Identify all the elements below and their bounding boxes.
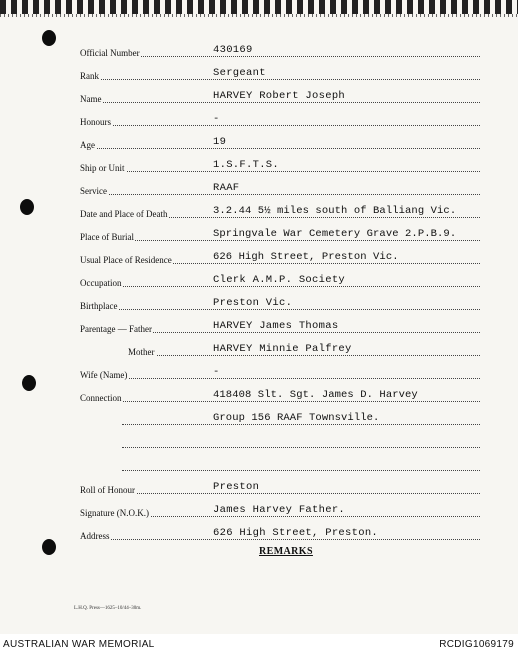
blank-line — [80, 456, 480, 472]
field-label: Date and Place of Death — [80, 209, 168, 219]
field-value: - — [213, 113, 220, 125]
field-value: 418408 Slt. Sgt. James D. Harvey — [213, 389, 418, 401]
field-wife — [80, 364, 480, 380]
field-value: Springvale War Cemetery Grave 2.P.B.9. — [213, 228, 457, 240]
field-label: Signature (N.O.K.) — [80, 508, 149, 518]
field-parentage-father — [80, 318, 480, 334]
field-value: Preston Vic. — [213, 297, 293, 309]
field-value: 19 — [213, 136, 227, 148]
field-usual-residence — [80, 249, 480, 265]
field-value: HARVEY Robert Joseph — [213, 90, 346, 102]
field-value: RAAF — [213, 182, 240, 194]
field-value: James Harvey Father. — [213, 504, 346, 516]
archive-reference: RCDIG1069179 — [439, 639, 514, 650]
field-label: Usual Place of Residence — [80, 255, 172, 265]
remarks-heading: REMARKS — [259, 546, 313, 557]
field-address — [80, 525, 480, 541]
archive-name: AUSTRALIAN WAR MEMORIAL — [3, 639, 155, 650]
field-label: Roll of Honour — [80, 485, 135, 495]
field-value: Group 156 RAAF Townsville. — [213, 412, 380, 424]
field-label: Connection — [80, 393, 122, 403]
field-roll-of-honour — [80, 479, 480, 495]
field-parentage-mother — [80, 341, 480, 357]
field-label: Occupation — [80, 278, 122, 288]
field-label: Wife (Name) — [80, 370, 128, 380]
field-value: Clerk A.M.P. Society — [213, 274, 346, 286]
field-connection — [80, 387, 480, 403]
field-signature — [80, 502, 480, 518]
field-value: 1.S.F.T.S. — [213, 159, 280, 171]
punch-hole-icon — [42, 30, 56, 46]
field-label: Honours — [80, 117, 111, 127]
field-value: 626 High Street, Preston. — [213, 527, 379, 539]
field-label: Mother — [128, 347, 155, 357]
field-label: Parentage — Father — [80, 324, 152, 334]
field-value: HARVEY James Thomas — [213, 320, 339, 332]
blank-line — [80, 433, 480, 449]
field-connection-continued — [80, 410, 480, 426]
field-value: Sergeant — [213, 67, 266, 79]
field-value: Preston — [213, 481, 260, 493]
field-ship-or-unit — [80, 157, 480, 173]
field-age — [80, 134, 480, 150]
field-place-of-burial — [80, 226, 480, 242]
field-label: Name — [80, 94, 102, 104]
field-label: Birthplace — [80, 301, 118, 311]
field-honours — [80, 111, 480, 127]
field-label: Place of Burial — [80, 232, 134, 242]
field-label: Age — [80, 140, 95, 150]
field-label: Ship or Unit — [80, 163, 125, 173]
field-label: Address — [80, 531, 110, 541]
field-date-place-death — [80, 203, 480, 219]
field-name — [80, 88, 480, 104]
scan-edge-pattern — [0, 0, 518, 14]
field-value: 430169 — [213, 44, 253, 56]
punch-hole-icon — [20, 199, 34, 215]
field-official-number — [80, 42, 480, 58]
field-birthplace — [80, 295, 480, 311]
punch-hole-icon — [42, 539, 56, 555]
field-occupation — [80, 272, 480, 288]
punch-hole-icon — [22, 375, 36, 391]
field-value: HARVEY Minnie Palfrey — [213, 343, 352, 355]
field-service — [80, 180, 480, 196]
field-label: Service — [80, 186, 107, 196]
field-value: 3.2.44 5½ miles south of Balliang Vic. — [213, 205, 457, 217]
field-value: 626 High Street, Preston Vic. — [213, 251, 399, 263]
field-label: Rank — [80, 71, 99, 81]
field-value: - — [213, 366, 220, 378]
printer-imprint: L.H.Q. Press—1625–10/44–30m. — [74, 606, 142, 611]
field-rank — [80, 65, 480, 81]
field-label: Official Number — [80, 48, 140, 58]
